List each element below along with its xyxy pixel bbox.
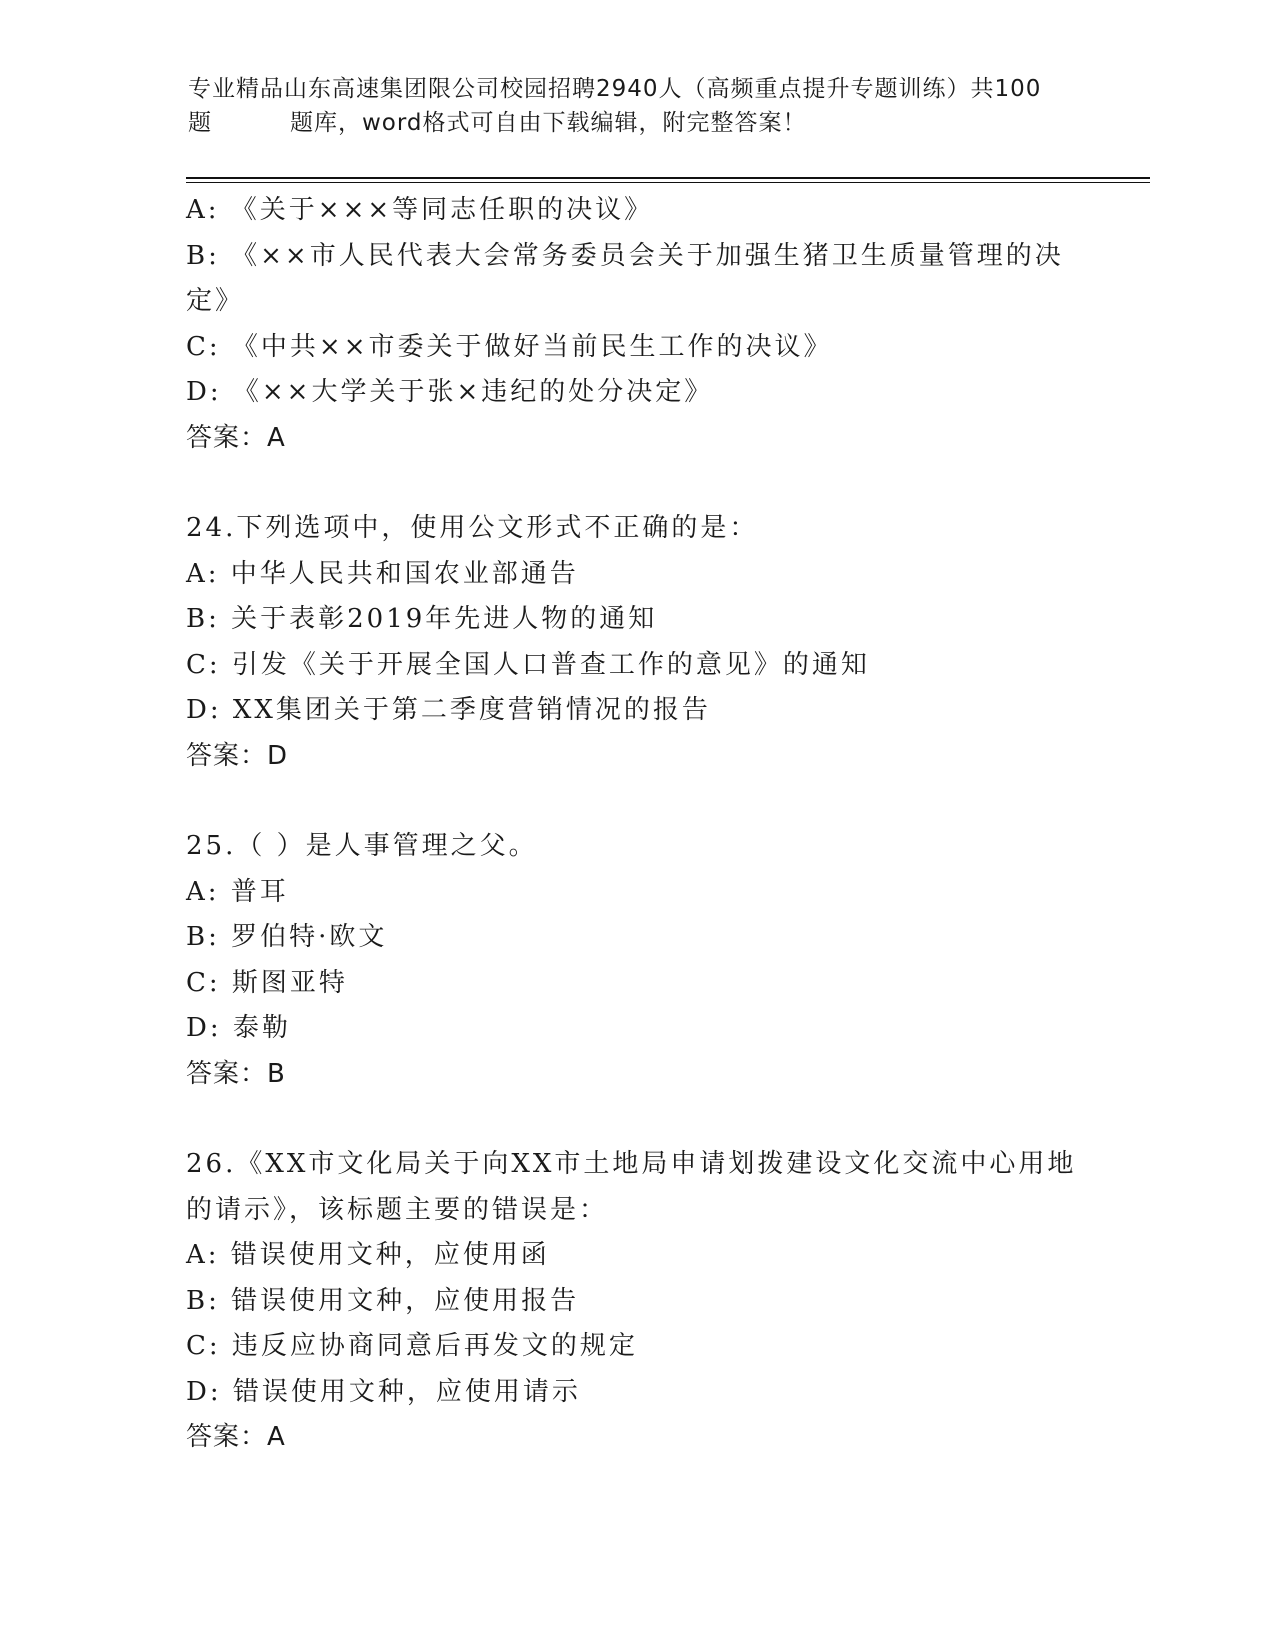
header-title-line-1: 专业精品山东高速集团限公司校园招聘2940人（高频重点提升专题训练）共100 [188, 76, 1042, 102]
header-title-line-2 [188, 106, 1088, 140]
option-b: B: 错误使用文种，应使用报告 [186, 1285, 580, 1316]
question-stem: 25.（ ）是人事管理之父。 [186, 831, 538, 861]
question-23 [186, 188, 1086, 461]
option-b: B: 罗伯特·欧文 [186, 922, 388, 952]
header-title-line-2-left: 题 [188, 110, 212, 136]
option-a: A: 普耳 [186, 876, 289, 907]
answer-line: 答案：D [186, 740, 289, 771]
question-24 [186, 506, 1086, 779]
answer-line: 答案：B [186, 1058, 286, 1089]
option-b: B: 《××市人民代表大会常务委员会关于加强生猪卫生质量管理的决 [186, 240, 1064, 271]
option-a: A: 《关于×××等同志任职的决议》 [186, 195, 654, 225]
option-c: C: 斯图亚特 [186, 967, 348, 998]
option-a: A: 错误使用文种，应使用函 [186, 1240, 550, 1270]
question-26 [186, 1142, 1086, 1461]
header-divider-thick [186, 177, 1150, 179]
question-stem-continued: 的请示》，该标题主要的错误是： [186, 1194, 609, 1225]
question-stem: 26.《XX市文化局关于向XX市土地局申请划拨建设文化交流中心用地 [186, 1149, 1077, 1179]
option-c: C: 《中共××市委关于做好当前民生工作的决议》 [186, 331, 833, 362]
answer-line: 答案：A [186, 422, 286, 453]
header-title-line-2-right: 题库，word格式可自由下载编辑，附完整答案！ [290, 110, 807, 136]
option-c: C: 引发《关于开展全国人口普查工作的意见》的通知 [186, 649, 870, 680]
question-list [186, 188, 1086, 1461]
question-25 [186, 824, 1086, 1097]
option-d: D: 泰勒 [186, 1013, 291, 1043]
option-b-continued: 定》 [186, 286, 245, 316]
header-divider-thin [186, 182, 1150, 183]
document-header [188, 72, 1088, 140]
question-stem: 24.下列选项中，使用公文形式不正确的是： [186, 513, 759, 543]
answer-line: 答案：A [186, 1422, 286, 1452]
option-d: D: 错误使用文种，应使用请示 [186, 1376, 581, 1407]
option-c: C: 违反应协商同意后再发文的规定 [186, 1331, 638, 1361]
option-d: D: XX集团关于第二季度营销情况的报告 [186, 695, 711, 725]
option-a: A: 中华人民共和国农业部通告 [186, 558, 579, 589]
option-b: B: 关于表彰2019年先进人物的通知 [186, 604, 658, 634]
option-d: D: 《××大学关于张×违纪的处分决定》 [186, 377, 714, 407]
